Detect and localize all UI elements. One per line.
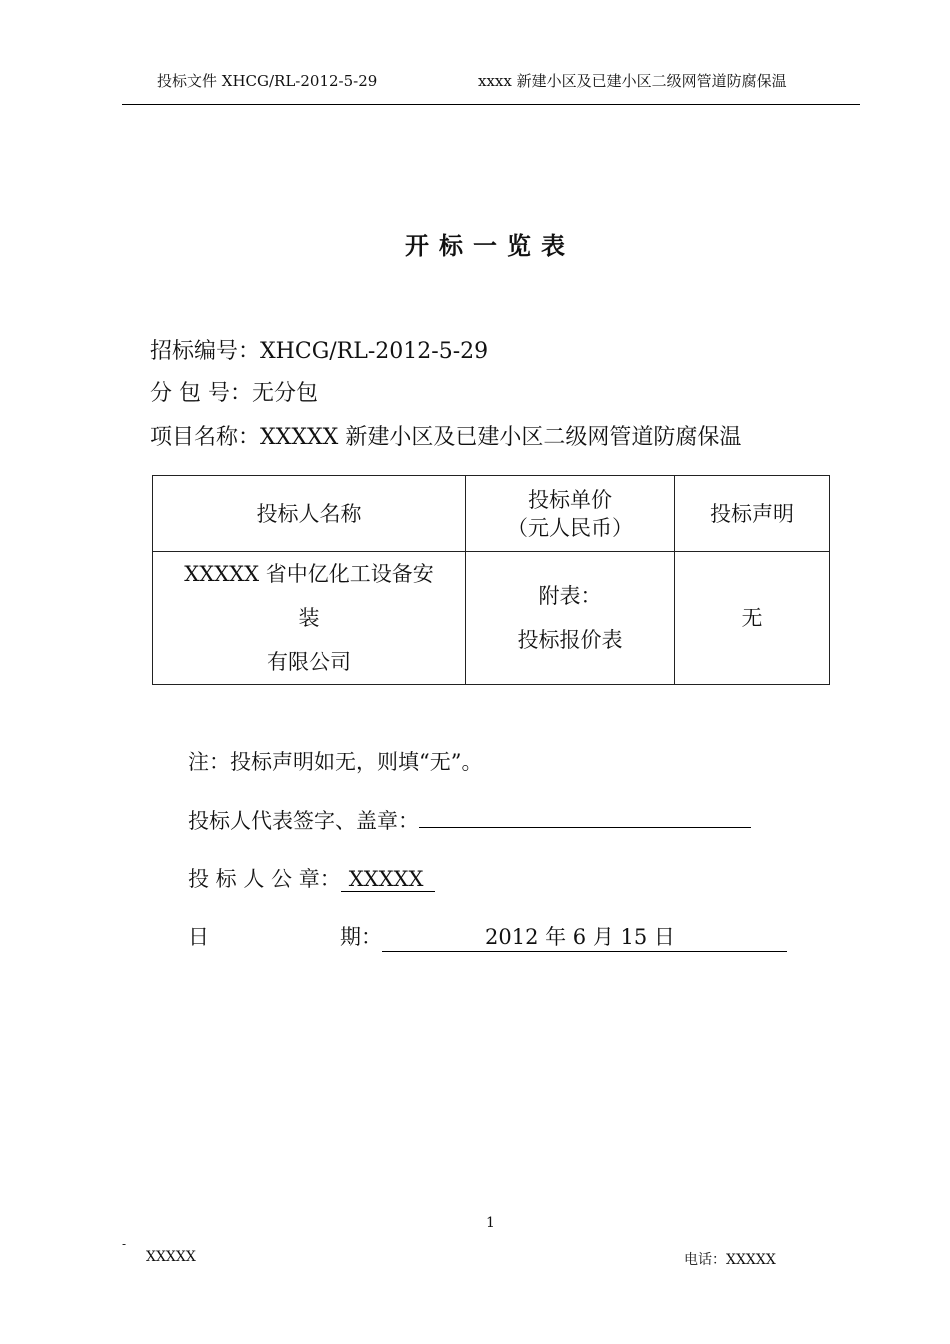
cell-bidder-name <box>153 552 466 685</box>
footer-mark: - <box>122 1237 127 1251</box>
page-title: 开标一览表 <box>405 232 575 260</box>
project-value: XXXXX 新建小区及已建小区二级网管道防腐保温 <box>260 425 742 450</box>
bidder-line-2: 装 <box>298 606 320 630</box>
package-value: 无分包 <box>252 381 319 406</box>
seal-label: 投 标 人 公 章： <box>188 867 341 891</box>
bidder-line-3: 有限公司 <box>267 650 351 674</box>
date-line <box>188 921 787 952</box>
date-label-1: 日 <box>188 925 209 949</box>
representative-line <box>188 805 751 835</box>
date-field <box>382 921 787 952</box>
date-label-2: 期： <box>340 925 382 949</box>
seal-line <box>188 863 435 893</box>
package-line <box>150 376 318 407</box>
bid-table <box>152 475 830 685</box>
representative-label: 投标人代表签字、盖章： <box>188 809 419 833</box>
header-unit-price-line1: 投标单价 <box>528 487 612 512</box>
header-statement: 投标声明 <box>675 476 830 552</box>
header-left: 投标文件 XHCG/RL-2012-5-29 <box>157 72 378 90</box>
cell-statement: 无 <box>675 552 830 685</box>
footer-right: 电话：XXXXX <box>684 1252 776 1268</box>
signature-blank <box>419 805 751 828</box>
project-line <box>150 420 741 451</box>
footer-left: XXXXX <box>146 1249 196 1265</box>
date-value: 2012 年 6 月 15 日 <box>485 925 675 949</box>
page-number: 1 <box>486 1215 495 1231</box>
header-right: xxxx 新建小区及已建小区二级网管道防腐保温 <box>478 72 787 90</box>
table-header-row <box>153 476 830 552</box>
price-line-1: 附表： <box>538 584 602 608</box>
project-label: 项目名称： <box>150 425 261 450</box>
package-label: 分 包 号： <box>150 381 252 406</box>
price-line-2: 投标报价表 <box>517 628 623 652</box>
header-unit-price-line2: （元人民币） <box>507 515 633 540</box>
header-bidder-name: 投标人名称 <box>153 476 466 552</box>
header-unit-price <box>466 476 675 552</box>
table-row <box>153 552 830 685</box>
seal-value: XXXXX <box>341 867 436 892</box>
cell-unit-price <box>466 552 675 685</box>
bid-number-value: XHCG/RL-2012-5-29 <box>260 339 489 364</box>
header-rule <box>122 104 860 105</box>
bid-number-line <box>150 334 488 365</box>
bidder-line-1: XXXXX 省中亿化工设备安 <box>184 562 434 586</box>
bid-number-label: 招标编号： <box>150 339 261 364</box>
note-text: 注：投标声明如无，则填“无”。 <box>188 750 483 774</box>
